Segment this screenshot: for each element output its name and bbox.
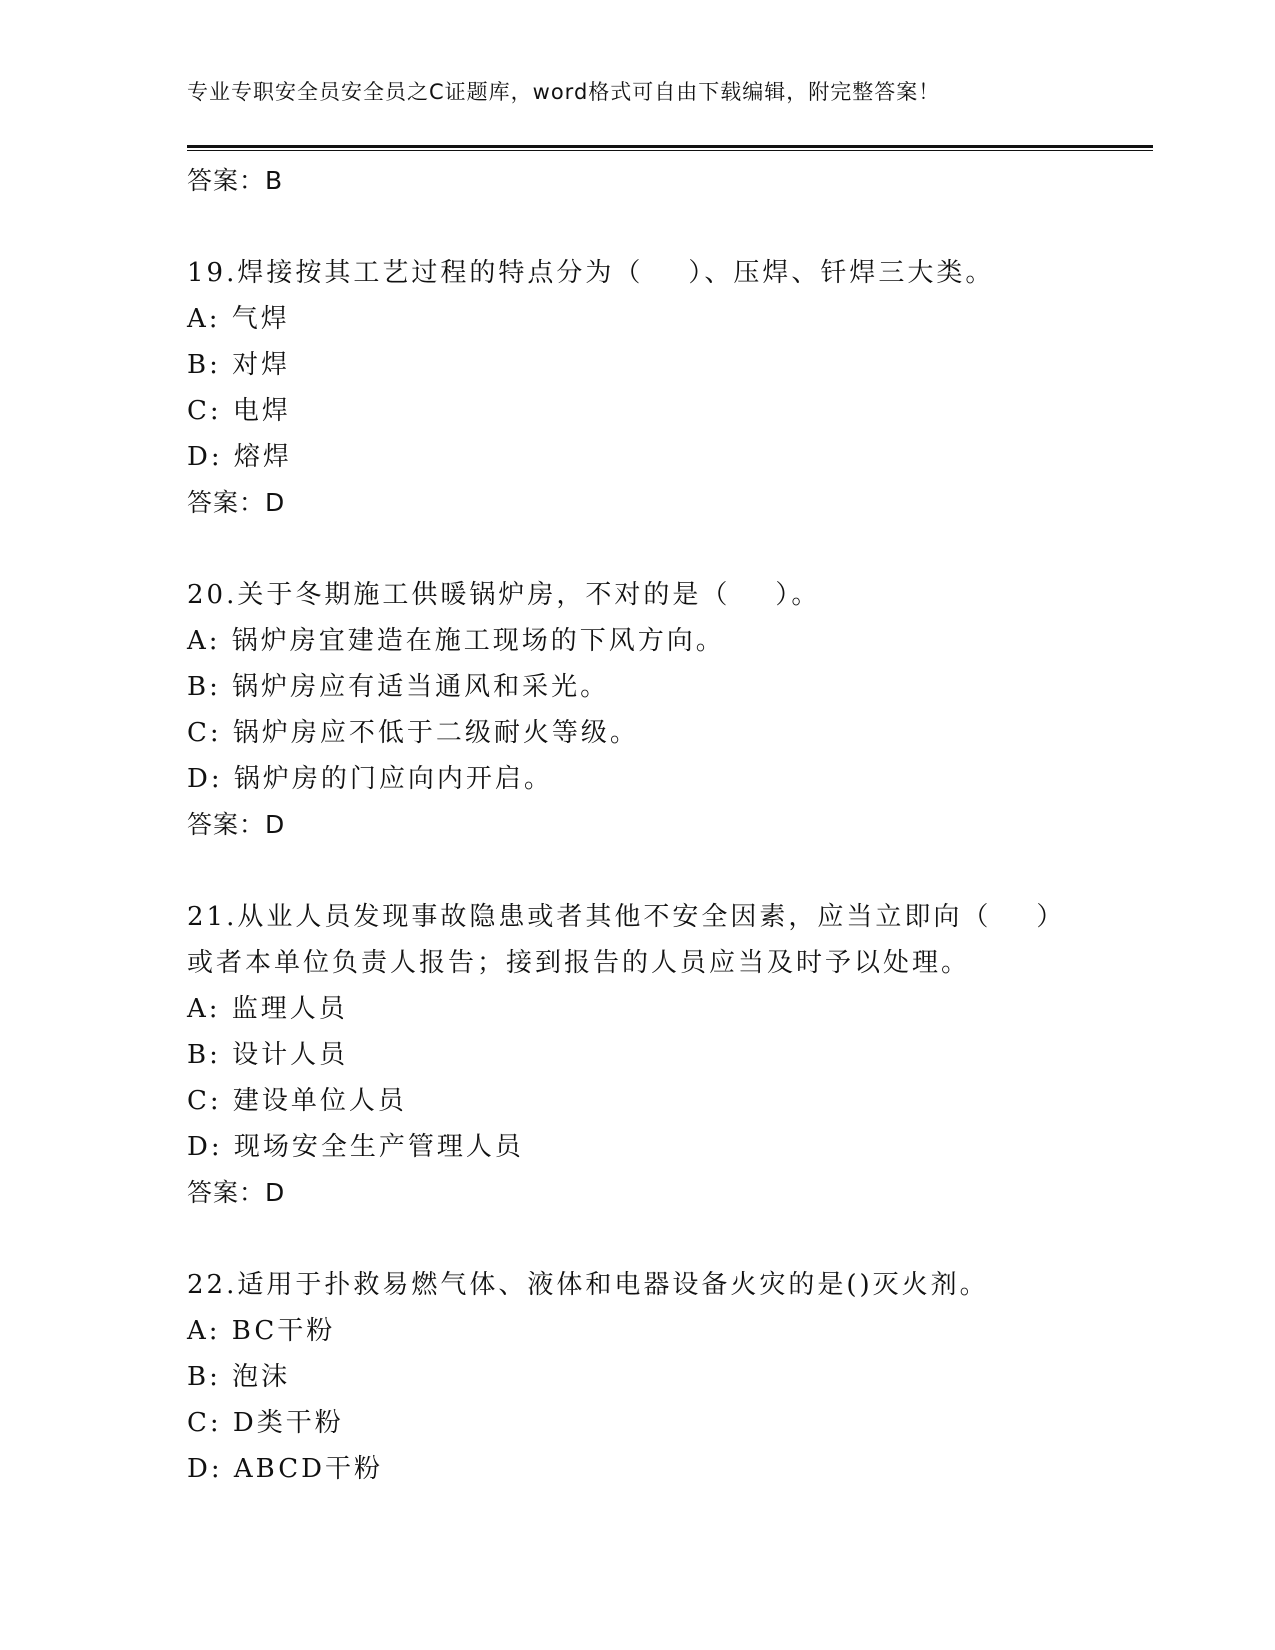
question-22	[187, 1262, 1153, 1492]
question-text-line-2: 或者本单位负责人报告；接到报告的人员应当及时予以处理。	[187, 948, 971, 978]
question-text: 22.适用于扑救易燃气体、液体和电器设备火灾的是()灭火剂。	[187, 1270, 989, 1300]
option-c: C: 电焊	[187, 396, 291, 426]
header-rule-thick	[187, 145, 1153, 148]
document-body	[187, 158, 1153, 1492]
header-rule-thin	[187, 150, 1153, 151]
question-text: 20.关于冬期施工供暖锅炉房，不对的是（ ）。	[187, 580, 821, 610]
option-c: C: D类干粉	[187, 1408, 344, 1438]
spacer	[187, 848, 1153, 894]
answer-19: 答案：D	[187, 488, 286, 517]
answer-18: 答案：B	[187, 166, 284, 195]
page-header: 专业专职安全员安全员之C证题库，word格式可自由下载编辑，附完整答案！	[187, 80, 941, 104]
option-d: D: 现场安全生产管理人员	[187, 1132, 524, 1162]
option-b: B: 设计人员	[187, 1040, 349, 1070]
option-d: D: 熔焊	[187, 442, 292, 472]
option-a: A: 气焊	[187, 304, 290, 334]
option-c: C: 建设单位人员	[187, 1086, 407, 1116]
spacer	[187, 204, 1153, 250]
answer-20: 答案：D	[187, 810, 286, 839]
question-19	[187, 250, 1153, 526]
option-b: B: 锅炉房应有适当通风和采光。	[187, 672, 610, 702]
question-text-line-1: 21.从业人员发现事故隐患或者其他不安全因素，应当立即向（ ）	[187, 902, 1066, 932]
option-b: B: 泡沫	[187, 1362, 291, 1392]
spacer	[187, 526, 1153, 572]
option-a: A: 锅炉房宜建造在施工现场的下风方向。	[187, 626, 725, 656]
question-text: 19.焊接按其工艺过程的特点分为（ ）、压焊、钎焊三大类。	[187, 258, 995, 288]
question-20	[187, 572, 1153, 848]
option-d: D: ABCD干粉	[187, 1454, 383, 1484]
option-a: A: BC干粉	[187, 1316, 336, 1346]
spacer	[187, 1216, 1153, 1262]
option-b: B: 对焊	[187, 350, 291, 380]
question-21	[187, 894, 1153, 1216]
option-a: A: 监理人员	[187, 994, 348, 1024]
answer-21: 答案：D	[187, 1178, 286, 1207]
option-d: D: 锅炉房的门应向内开启。	[187, 764, 553, 794]
option-c: C: 锅炉房应不低于二级耐火等级。	[187, 718, 639, 748]
